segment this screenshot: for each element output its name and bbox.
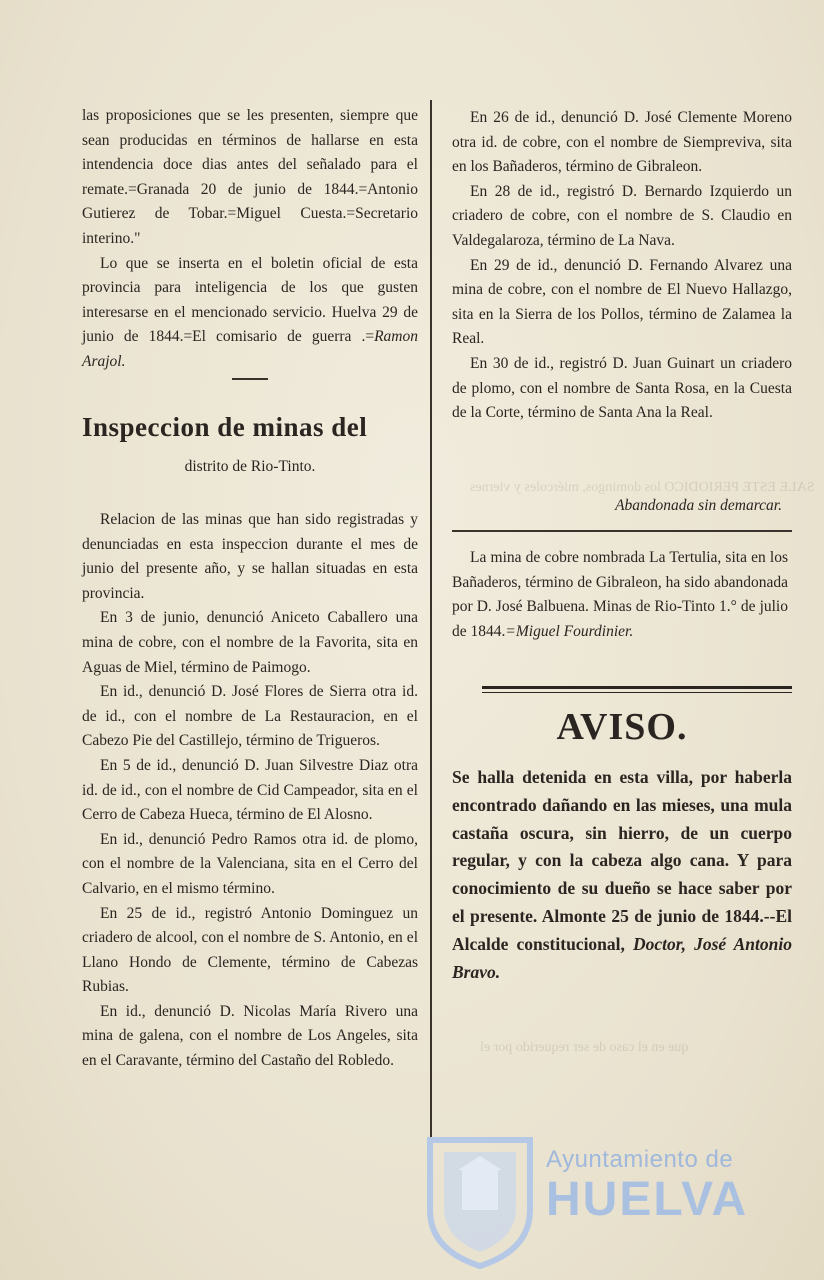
list-item: En id., denunció Pedro Ramos otra id. de plomo, con el nombre de la Valenciana, sita en el Cerro del Calvario, en el mismo término. xyxy=(82,830,418,897)
bleed-through-text: SALE ESTE PERIODICO los domingos, miércoles y viernes xyxy=(470,480,815,495)
notice-text: Lo que se inserta en el boletin oficial de esta provincia para inteligencia de los que gusten interesarse en el mencionado servicio. Huelva 29 de junio de 1844.=El comisario de guerra .= xyxy=(82,254,418,346)
list-item: En id., denunció D. Nicolas María Rivero una mina de galena, con el nombre de Los Angeles, sita en el Caravante, término del Castaño del Robledo. xyxy=(82,1002,418,1070)
aviso-text: Se halla detenida en esta villa, por haberla encontrado dañando en las mieses, una mula castaña oscura, sin hierro, de un cuerpo regular, y con la cabeza algo cana. Y para conocimiento de su dueño se hace saber por el presente. Almonte 25 de junio de 1844.--El Alcalde constitucional, xyxy=(452,767,792,954)
left-top-block xyxy=(82,104,418,375)
list-item: En 28 de id., registró D. Bernardo Izquierdo un criadero de cobre, con el nombre de S. Claudio en Valdegalaroza, término de La Nava. xyxy=(452,182,792,249)
separator-rule xyxy=(452,530,792,532)
tertulia-signature: =Miguel Fourdinier. xyxy=(505,622,634,640)
list-item: En id., denunció D. José Flores de Sierra otra id. de id., con el nombre de La Restauracion, en el Cabezo Pie del Castillejo, término de Trigueros. xyxy=(82,683,418,750)
aviso-body xyxy=(452,764,792,986)
bleed-through-text: que en el caso de ser requerido por el xyxy=(480,1040,689,1055)
watermark-line1: Ayuntamiento de xyxy=(546,1146,734,1173)
tertulia-text: La mina de cobre nombrada La Tertulia, sita en los Bañaderos, término de Gibraleon, ha sido abandonada por D. José Balbuena. Minas de Rio-Tinto 1.° de julio de 1844. xyxy=(452,549,788,640)
list-item: En 3 de junio, denunció Aniceto Caballero una mina de cobre, con el nombre de la Favorita, sita en Aguas de Miel, término de Paimogo. xyxy=(82,609,418,676)
list-item: En 29 de id., denunció D. Fernando Alvarez una mina de cobre, con el nombre de El Nuevo Hallazgo, sita en la Sierra de los Pollos, término de Zalamea la Real. xyxy=(452,256,792,348)
list-item: En 30 de id., registró D. Juan Guinart un criadero de plomo, con el nombre de Santa Rosa, en la Cuesta de la Corte, término de Santa Ana la Real. xyxy=(452,354,792,422)
aviso-title: AVISO. xyxy=(556,706,688,748)
notice-signature: Ramon Arajol. xyxy=(82,328,418,370)
column-divider xyxy=(430,100,432,1165)
double-rule-bottom xyxy=(482,692,792,693)
separator-rule xyxy=(232,378,268,380)
list-item: Relacion de las minas que han sido registradas y denunciadas en esta inspeccion durante el mes de junio del presente año, y se hallan situadas en esta provincia. xyxy=(82,511,418,602)
section-subheading: distrito de Rio-Tinto. xyxy=(184,458,316,475)
section-heading: Inspeccion de minas del xyxy=(82,412,368,442)
abandoned-heading: Abandonada sin demarcar. xyxy=(615,497,782,514)
mines-list xyxy=(82,508,418,1074)
right-mines-list xyxy=(452,106,792,426)
watermark-line2: HUELVA xyxy=(546,1173,749,1226)
city-seal-icon xyxy=(422,1130,538,1270)
list-item: En 26 de id., denunció D. José Clemente Moreno otra id. de cobre, con el nombre de Siempreviva, sita en los Bañaderos, término de Gibraleon. xyxy=(452,109,792,176)
tertulia-paragraph xyxy=(452,546,788,644)
left-notice-paragraph xyxy=(82,252,418,375)
list-item: En 5 de id., denunció D. Juan Silvestre Diaz otra id. de id., con el nombre de Cid Campeador, sita en el Cerro de Cabeza Hueca, término de El Alosno. xyxy=(82,756,418,824)
tertulia-block xyxy=(452,546,788,644)
aviso-signature: Doctor, José Antonio Bravo. xyxy=(452,933,792,982)
left-top-paragraph: las proposiciones que se les presenten, siempre que sean producidas en términos de hallarse en esta intendencia doce dias antes del señalado para el remate.=Granada 20 de junio de 1844.=Antonio Gutierez de Tobar.=Miguel Cuesta.=Secretario interino." xyxy=(82,107,418,247)
double-rule-top xyxy=(482,686,792,689)
list-item: En 25 de id., registró Antonio Dominguez un criadero de alcool, con el nombre de S. Antonio, en el Llano Hondo de Clemente, término de Cabezas Rubias. xyxy=(82,904,418,996)
watermark xyxy=(412,1130,752,1270)
